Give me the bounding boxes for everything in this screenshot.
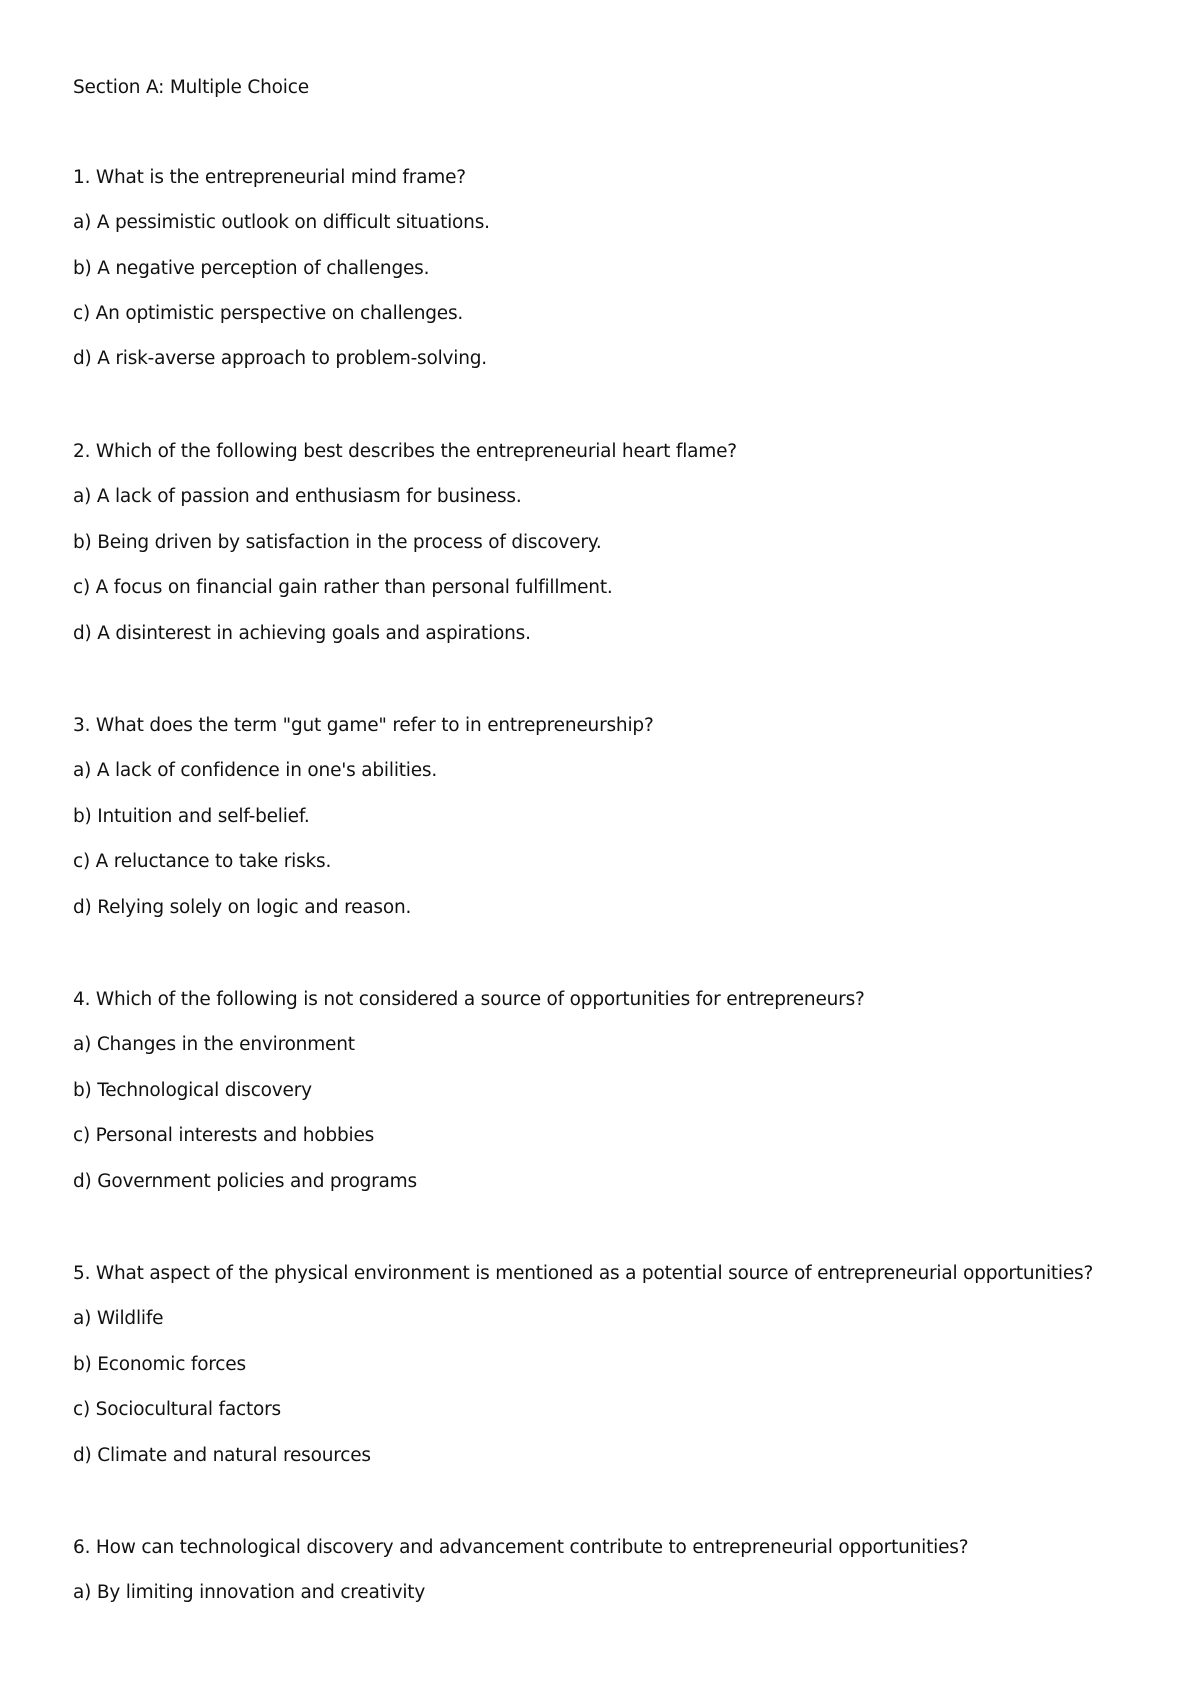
question-2-text: 2. Which of the following best describes the entrepreneurial heart flame? [73, 441, 737, 462]
question-3-option-c: c) A reluctance to take risks. [73, 851, 332, 872]
question-5-option-a: a) Wildlife [73, 1308, 164, 1329]
question-2-option-b: b) Being driven by satisfaction in the process of discovery. [73, 532, 602, 553]
section-title: Section A: Multiple Choice [73, 77, 309, 98]
question-5-option-c: c) Sociocultural factors [73, 1399, 281, 1420]
question-4-option-c: c) Personal interests and hobbies [73, 1125, 375, 1146]
question-5-option-b: b) Economic forces [73, 1354, 246, 1375]
question-3-option-d: d) Relying solely on logic and reason. [73, 897, 412, 918]
question-6-option-a: a) By limiting innovation and creativity [73, 1582, 426, 1603]
question-6-text: 6. How can technological discovery and advancement contribute to entrepreneurial opportunities? [73, 1537, 969, 1558]
question-3-option-b: b) Intuition and self-belief. [73, 806, 310, 827]
question-4-text: 4. Which of the following is not considered a source of opportunities for entrepreneurs? [73, 989, 865, 1010]
question-4-option-d: d) Government policies and programs [73, 1171, 417, 1192]
question-2-option-c: c) A focus on financial gain rather than personal fulfillment. [73, 577, 613, 598]
question-1-text: 1. What is the entrepreneurial mind frame? [73, 167, 466, 188]
question-5-option-d: d) Climate and natural resources [73, 1445, 371, 1466]
question-1-option-d: d) A risk-averse approach to problem-solving. [73, 348, 487, 369]
question-4-option-b: b) Technological discovery [73, 1080, 312, 1101]
question-2-option-d: d) A disinterest in achieving goals and aspirations. [73, 623, 531, 644]
question-4-option-a: a) Changes in the environment [73, 1034, 355, 1055]
question-3-text: 3. What does the term "gut game" refer to in entrepreneurship? [73, 715, 654, 736]
question-2-option-a: a) A lack of passion and enthusiasm for business. [73, 486, 522, 507]
question-1-option-c: c) An optimistic perspective on challenges. [73, 303, 464, 324]
question-1-option-b: b) A negative perception of challenges. [73, 258, 430, 279]
question-5-text: 5. What aspect of the physical environment is mentioned as a potential source of entrepreneurial opportunities? [73, 1263, 1094, 1284]
question-1-option-a: a) A pessimistic outlook on difficult situations. [73, 212, 490, 233]
question-3-option-a: a) A lack of confidence in one's abilities. [73, 760, 438, 781]
